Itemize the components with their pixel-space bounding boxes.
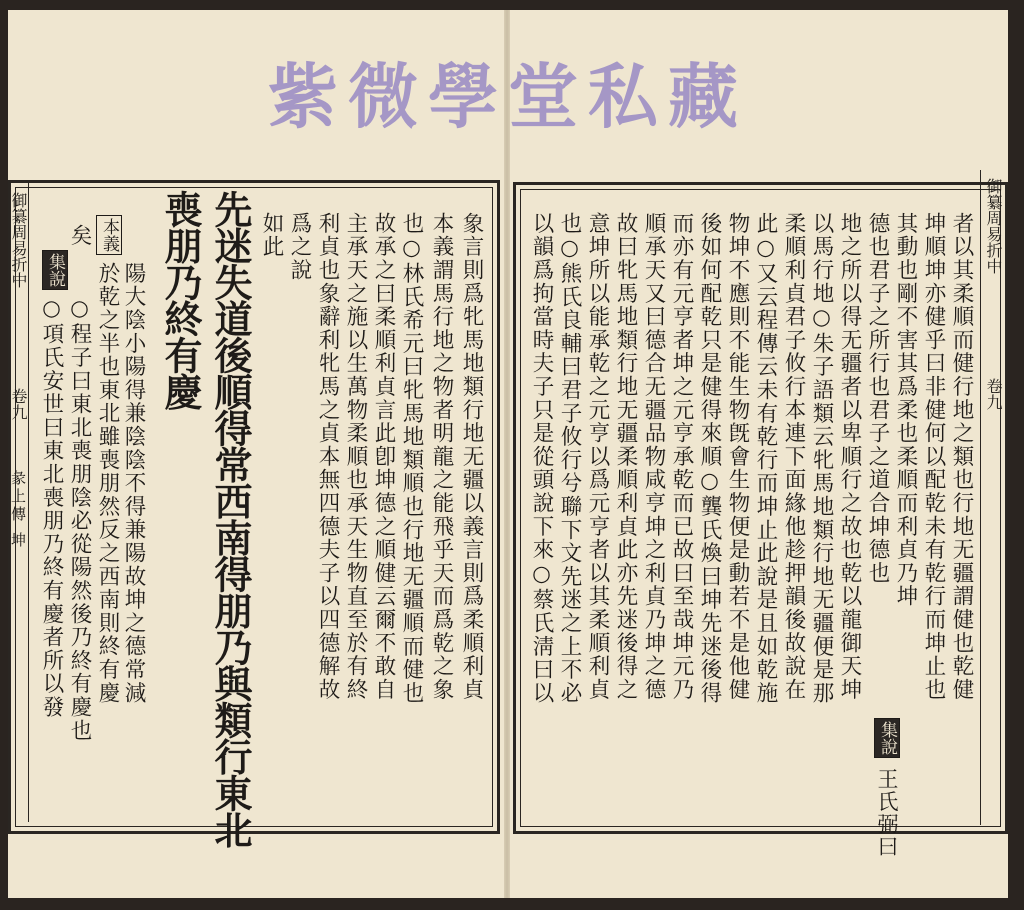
- text-column: 故曰牝馬地類行地无疆柔順利貞此亦先迷後得之: [613, 212, 638, 702]
- text-column: 陽大陰小陽得兼陰陰不得兼陽故坤之德常減: [121, 262, 146, 705]
- text-column: 坤順坤亦健乎曰非健何以配乾未有乾行而坤止也: [921, 212, 946, 702]
- benyi-label: 本義: [96, 215, 122, 255]
- text-column: 本義謂馬行地之物者明龍之能飛乎天而爲乾之象: [429, 212, 454, 702]
- text-column: 主承天之施以生萬物柔順也承天生物直至於有終: [343, 212, 368, 702]
- text-column: 物坤不應則不能生物旣會生物便是動若不是他健: [725, 212, 750, 702]
- text-column: 如此: [259, 212, 284, 259]
- collector-seal-stamp: 紫微學堂私藏: [268, 55, 748, 138]
- text-column: 順承天又曰德合无疆品物咸亨坤之利貞乃坤之德: [641, 212, 666, 702]
- text-column: 故承之曰柔順利貞言此卽坤德之順健云爾不敢自: [371, 212, 396, 702]
- jishuo-label: 集說: [42, 250, 68, 290]
- text-column: 也○熊氏良輔曰君子攸行兮聯下文先迷之上不必: [557, 212, 582, 705]
- text-column: ○程子曰東北喪朋陰必從陽然後乃終有慶也: [67, 296, 92, 743]
- left-margin-volume: 卷九: [9, 388, 28, 420]
- text-column: 者以其柔順而健行地之類也行地无疆謂健也乾健: [949, 212, 974, 702]
- book-gutter: [504, 10, 510, 898]
- left-margin-title: 御纂周易折中: [9, 192, 28, 288]
- text-column: 地之所以得无疆者以卑順行之故也乾以龍御天坤: [837, 212, 862, 702]
- scripture-main-column: 先迷失道後順得常西南得朋乃與類行東北: [208, 190, 253, 847]
- text-column: 也○林氏希元曰牝馬地類順也行地无疆順而健也: [399, 212, 424, 705]
- text-column: 德也君子之所行也君子之道合坤德也: [865, 212, 890, 585]
- text-column: 其動也剛不害其爲柔也柔順而利貞乃坤: [893, 212, 918, 609]
- text-column: ○項氏安世曰東北喪朋乃終有慶者所以發: [39, 296, 64, 719]
- text-column: 矣: [67, 224, 92, 248]
- text-column: 柔順利貞君子攸行本連下面緣他趁押韻後故說在: [781, 212, 806, 702]
- text-column: 意坤所以能承乾之元亨以爲元亨者以其柔順利貞: [585, 212, 610, 702]
- scripture-main-column: 喪朋乃終有慶: [158, 190, 203, 409]
- text-column: 後如何配乾只是健得來順○龔氏煥曰坤先迷後得: [697, 212, 722, 705]
- text-column: 以韻爲拘當時夫子只是從頭說下來○蔡氏淸曰以: [529, 212, 554, 705]
- left-margin-section: 彖上傳 坤: [9, 470, 27, 550]
- text-column: 此○又云程傳云未有乾行而坤止此說是且如乾施: [753, 212, 778, 705]
- text-column: 王氏弼曰: [875, 768, 899, 858]
- text-column: 象言則爲牝馬地類行地无疆以義言則爲柔順利貞: [459, 212, 484, 702]
- text-column: 以馬行地○朱子語類云牝馬地類行地无疆便是那: [809, 212, 834, 705]
- jishuo-label: 集說: [874, 718, 900, 758]
- text-column: 爲之說: [287, 212, 312, 282]
- text-column: 利貞也象辭利牝馬之貞本無四德夫子以四德解故: [315, 212, 340, 702]
- right-margin-volume: 卷九: [984, 378, 1003, 410]
- text-column: 於乾之半也東北雖喪朋然反之西南則終有慶: [95, 262, 120, 705]
- text-column: 而亦有元亨者坤之元亨承乾而已故曰至哉坤元乃: [669, 212, 694, 702]
- right-margin-title: 御纂周易折中: [984, 178, 1003, 274]
